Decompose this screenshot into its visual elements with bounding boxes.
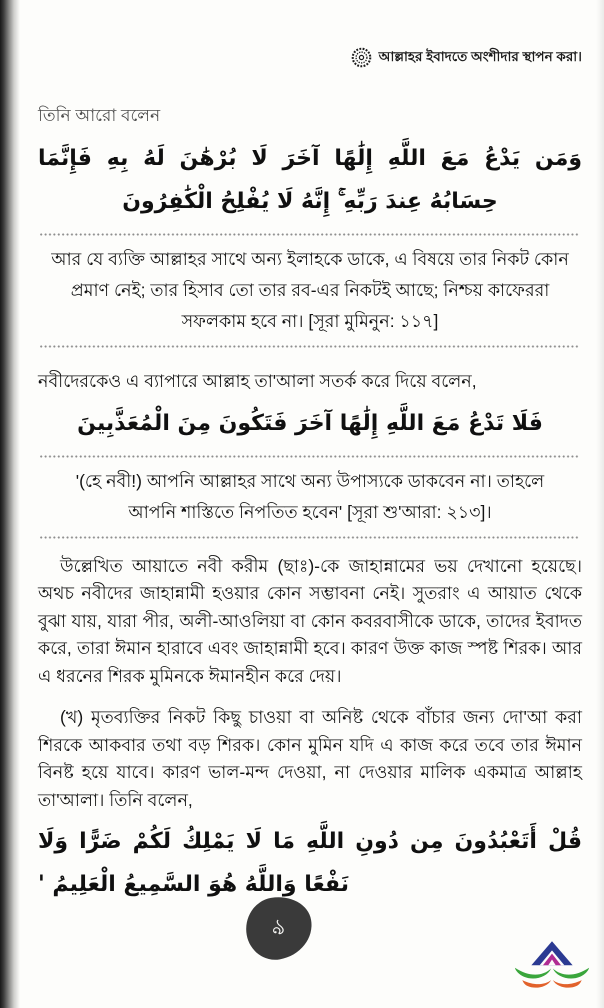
verse-1-translation: আর যে ব্যক্তি আল্লাহর সাথে অন্য ইলাহকে ডাকে, এ বিষয়ে তার নিকট কোন প্রমাণ নেই; তার হিসাব তো তার রব-এর নিকটই আছে; নিশ্চয় কাফেররা সফলকাম হবে না। [সূরা মুমিনুন: ১১৭]: [51, 249, 569, 331]
running-header: [38, 46, 582, 69]
page-edge-shading: [596, 0, 604, 1008]
page-number: ৯: [269, 913, 290, 940]
logo-leaf-left: [515, 968, 551, 979]
dotted-separator: [40, 233, 580, 236]
chapter-title: আল্লাহর ইবাদতে অংশীদার স্থাপন করা।: [378, 49, 582, 64]
dotted-separator: [40, 536, 580, 539]
body-paragraph-2: (খ) মৃতব্যক্তির নিকট কিছু চাওয়া বা অনিষ্ট থেকে বাঁচার জন্য দো'আ করা শিরকে আকবার তথা বড় শিরক। কোন মুমিন যদি এ কাজ করে তবে তার ঈমান বিনষ্ট হয়ে যাবে। কারণ ভাল-মন্দ দেওয়া, না দেওয়ার মালিক একমাত্র আল্লাহ তা'আলা। তিনি বলেন,: [38, 707, 582, 810]
book-binding-shadow: [0, 0, 20, 1008]
dotted-separator: [40, 345, 580, 348]
quran-verse-2: فَلَا تَدْعُ مَعَ اللَّهِ إِلَٰهًا آخَرَ فَتَكُونَ مِنَ الْمُعَذَّبِينَ: [77, 410, 543, 436]
publisher-logo: [508, 938, 596, 1004]
logo-page-left: [522, 980, 551, 988]
narration-line: নবীদেরকেও এ ব্যাপারে আল্লাহ তা'আলা সতর্ক করে দিয়ে বলেন,: [38, 371, 477, 391]
verse-2-translation: '(হে নবী!) আপনি আল্লাহর সাথে অন্য উপাস্যকে ডাকবেন না। তাহলে আপনি শাস্তিতে নিপতিত হবেন' [সূরা শু'আরা: ২১৩]।: [75, 470, 545, 522]
quran-verse-3: قُلْ أَتَعْبُدُونَ مِن دُونِ اللَّهِ مَا لَا يَمْلِكُ لَكُمْ ضَرًّا وَلَا نَفْعًا وَاللَّهُ هُوَ السَّمِيعُ الْعَلِيمُ ': [38, 829, 582, 897]
rosette-ornament-icon: [351, 47, 372, 68]
dotted-separator: [40, 455, 580, 458]
quran-verse-1: وَمَن يَدْعُ مَعَ اللَّهِ إِلَٰهًا آخَرَ لَا بُرْهَٰنَ لَهُ بِهِ فَإِنَّمَا حِسَابُهُ عِندَ رَبِّهِ ۚ إِنَّهُ لَا يُفْلِحُ الْكَٰفِرُونَ: [38, 146, 582, 214]
page-content: [38, 46, 582, 916]
intro-line: তিনি আরো বলেন: [38, 106, 161, 125]
body-paragraph-1: উল্লেখিত আয়াতে নবী করীম (ছাঃ)-কে জাহান্নামের ভয় দেখানো হয়েছে। অথচ নবীদের জাহান্নামী হওয়ার কোন সম্ভাবনা নেই। সুতরাং এ আয়াত থেকে বুঝা যায়, যারা পীর, অলী-আওলিয়া বা কোন কবরবাসীকে ডাকে, তাদের ইবাদত করে, তারা ঈমান হারাবে এবং জাহান্নামী হবে। কারণ উক্ত কাজ স্পষ্ট শিরক। আর এ ধরনের শিরক মুমিনকে ঈমানহীন করে দেয়।: [38, 555, 582, 686]
logo-leaf-right: [553, 968, 589, 979]
logo-page-right: [553, 980, 582, 988]
